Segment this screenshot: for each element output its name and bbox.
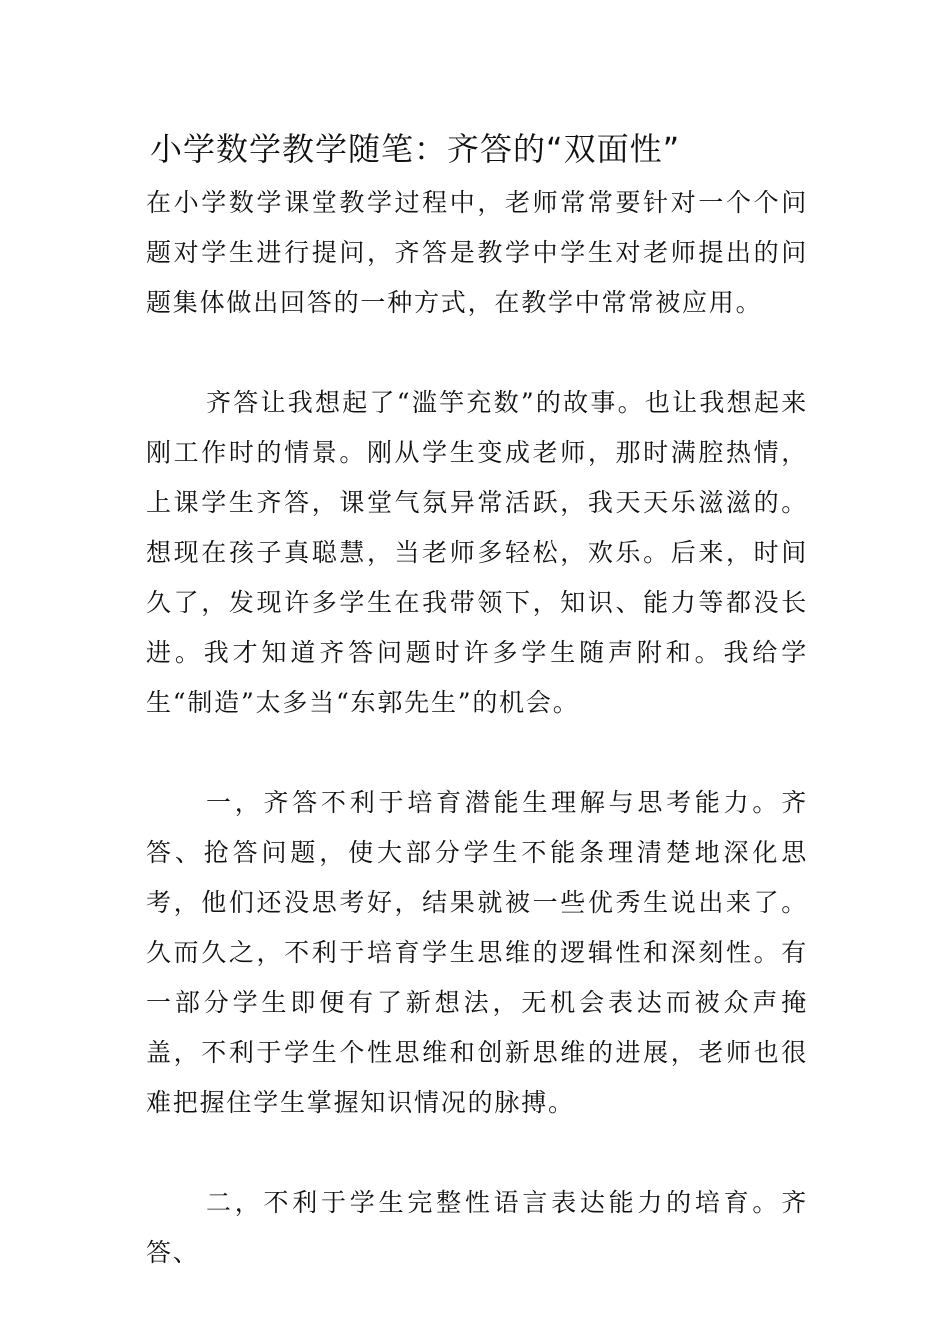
paragraph-intro: 在小学数学课堂教学过程中，老师常常要针对一个个问题对学生进行提问，齐答是教学中学生对老师提出的问题集体做出回答的一种方式，在教学中常常被应用。 (146, 188, 808, 317)
paragraph-point-one: 一，齐答不利于培育潜能生理解与思考能力。齐答、抢答问题，使大部分学生不能条理清楚地深化思考，他们还没思考好，结果就被一些优秀生说出来了。久而久之，不利于培育学生思维的逻辑性和深刻性。有一部分学生即便有了新想法，无机会表达而被众声掩盖，不利于学生个性思维和创新思维的进展，老师也很难把握住学生掌握知识情况的脉搏。 (146, 788, 808, 1117)
document-title: 小学数学教学随笔：齐答的“双面性” (150, 130, 681, 168)
paragraph-story: 齐答让我想起了“滥竽充数”的故事。也让我想起来刚工作时的情景。刚从学生变成老师，那时满腔热情，上课学生齐答，课堂气氛异常活跃，我天天乐滋滋的。想现在孩子真聪慧，当老师多轻松，欢乐。后来，时间久了，发现许多学生在我带领下，知识、能力等都没长进。我才知道齐答问题时许多学生随声附和。我给学生“制造”太多当“东郭先生”的机会。 (146, 388, 808, 717)
paragraph-point-two: 二，不利于学生完整性语言表达能力的培育。齐答、 (146, 1188, 808, 1267)
document-body (146, 178, 808, 1328)
